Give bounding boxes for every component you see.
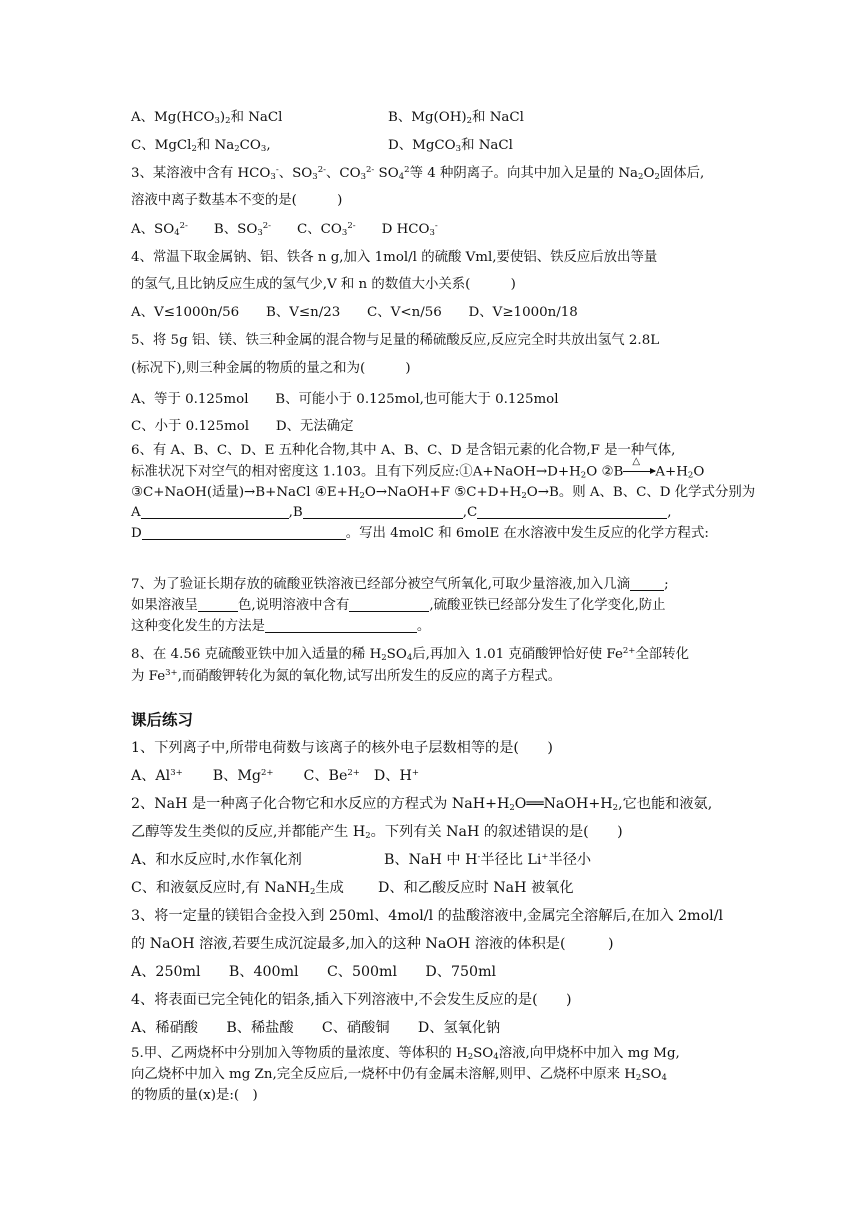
answer-blank-d[interactable]	[142, 525, 346, 540]
q2-options-row1: A、$Mg(HCO_3)_2$和 NaCl	[131, 110, 283, 126]
h4-line1: 4、将表面已完全钝化的铝条,插入下列溶液中,不会发生反应的是( )	[131, 992, 572, 1008]
q5-options-ab: A、等于 0.125mol B、可能小于 0.125mol,也可能大于 0.125mol	[131, 392, 559, 407]
h1-question: 1、下列离子中,所带电荷数与该离子的核外电子层数相等的是( )	[131, 740, 553, 756]
q7-line1: 7、为了验证长期存放的硫酸亚铁溶液已经部分被空气所氧化,可取少量溶液,加入几滴 ;	[131, 577, 669, 592]
h3-line2: 的 NaOH 溶液,若要生成沉淀最多,加入的这种 NaOH 溶液的体积是( )	[131, 936, 614, 952]
q3-question-line1: 3、某溶液中含有 $HCO_3^-$、$SO_3^{2-}$、$CO_3^{2-}$ $SO_4^2$等 4 种阴离子。向其中加入足量的 $Na_2O_2$固体后,	[131, 165, 705, 182]
q6-line4: A ,B ,C ,	[131, 505, 672, 520]
h2-option-c: C、和液氨反应时,有 NaNH$_2$生成	[131, 880, 344, 897]
answer-blank-color[interactable]	[198, 597, 238, 612]
q2-option-a: A、Mg(HCO	[131, 110, 215, 125]
h3-line1: 3、将一定量的镁铝合金投入到 250ml、4mol/l 的盐酸溶液中,金属完全溶解后,在加入 2mol/l	[131, 908, 724, 924]
q6-line2: 标准状况下对空气的相对密度这 1.103。且有下列反应$:①A+NaOH\to D+H_2O$ ②B △ $A+H_2O$	[131, 456, 705, 481]
q7-line2: 如果溶液呈 色,说明溶液中含有 ,硫酸亚铁已经部分发生了化学变化,防止	[131, 598, 666, 613]
q6-line5: D 。写出 4molC 和 6molE 在水溶液中发生反应的化学方程式:	[131, 526, 709, 541]
h4-options: A、稀硝酸 B、稀盐酸 C、硝酸铜 D、氢氧化钠	[131, 1020, 501, 1036]
q4-line1: 4、常温下取金属钠、铝、铁各 n g,加入 1mol/l 的硫酸 Vml,要使铝、铁反应后放出等量	[131, 250, 658, 265]
h2-option-b: B、NaH 中 H-半径比 Li+半径小	[384, 852, 592, 868]
q5-line1: 5、将 5g 铝、镁、铁三种金属的混合物与足量的稀硫酸反应,反应完全时共放出氢气 2.8L	[131, 333, 660, 348]
h1-options: A、$Al^{3+}$ B、$Mg^{2+}$ C、$Be^{2+}$ D、H+	[131, 768, 419, 784]
q2-option-d-line: D、MgCO$_3$和 NaCl	[388, 138, 513, 154]
q5-line2: (标况下),则三种金属的物质的量之和为( )	[131, 361, 411, 376]
q2-option-c: C、MgCl	[131, 138, 192, 153]
q7-line3: 这种变化发生的方法是 。	[131, 619, 431, 634]
h5-line3: 的物质的量(x)是:( )	[131, 1088, 258, 1103]
h2-options-ab: A、和水反应时,水作氧化剂	[131, 852, 302, 868]
q6-line3: ③C+NaOH(适量)→B+NaCl $④E+H_2O\to NaOH+F$ $⑤C+D+H_2O\to B$。则 A、B、C、D 化学式分别为	[131, 485, 756, 501]
h5-line2: 向乙烧杯中加入 mg Zn,完全反应后,一烧杯中仍有金属未溶解,则甲、乙烧杯中原来 $H_2SO_4$	[131, 1067, 667, 1083]
q4-options: A、V≤1000n/56 B、V≤n/23 C、V<n/56 D、V≥1000n/18	[131, 305, 578, 320]
answer-blank-method[interactable]	[265, 618, 417, 633]
q3-question-line2: 溶液中离子数基本不变的是( )	[131, 193, 343, 208]
q8-line2: 为 $Fe^{3+}$,而硝酸钾转化为氮的氧化物,试写出所发生的反应的离子方程式。	[131, 668, 562, 684]
answer-blank-a[interactable]	[141, 504, 289, 519]
q5-options-cd: C、小于 0.125mol D、无法确定	[131, 419, 354, 434]
q6-line1: 6、有 A、B、C、D、E 五种化合物,其中 A、B、C、D 是含铝元素的化合物,F 是一种气体,	[131, 443, 676, 458]
answer-blank-b[interactable]	[303, 504, 463, 519]
q8-line1: 8、在 4.56 克硫酸亚铁中加入适量的稀 $H_2SO_4$后,再加入 1.01 克硝酸钾恰好使 $Fe^{2+}$全部转化	[131, 646, 689, 663]
answer-blank-reagent[interactable]	[630, 576, 664, 591]
heating-arrow-icon: △	[623, 462, 655, 482]
q3-options: A、$SO_4^{2-}$ B、$SO_3^{2-}$ C、$CO_3^{2-}$ D $HCO_3^-$	[131, 221, 438, 238]
q2-option-b: B、Mg(OH)	[388, 110, 467, 125]
q2-option-c-line: C、MgCl$_2$和 $Na_2CO_3$,	[131, 138, 271, 154]
section-title: 课后练习	[131, 711, 194, 729]
h3-options: A、250ml B、400ml C、500ml D、750ml	[131, 964, 497, 980]
q4-line2: 的氢气,且比钠反应生成的氢气少,V 和 n 的数值大小关系( )	[131, 277, 516, 292]
h2-option-d: D、和乙酸反应时 NaH 被氧化	[378, 880, 574, 896]
q2-option-b-line: B、$Mg(OH)_2$和 NaCl	[388, 110, 524, 126]
answer-blank-ion[interactable]	[349, 597, 429, 612]
h2-line1: 2、NaH 是一种离子化合物它和水反应的方程式为 $NaH+H_2O══NaOH+H_2$,它也能和液氨,	[131, 796, 713, 813]
h2-line2: 乙醇等发生类似的反应,并都能产生 $H_2$。下列有关 NaH 的叙述错误的是( )	[131, 824, 623, 841]
h5-line1: 5.甲、乙两烧杯中分别加入等物质的量浓度、等体积的 $H_2SO_4$溶液,向甲烧杯中加入 mg Mg,	[131, 1046, 680, 1062]
q2-option-d: D、MgCO	[388, 138, 456, 153]
answer-blank-c[interactable]	[477, 504, 667, 519]
